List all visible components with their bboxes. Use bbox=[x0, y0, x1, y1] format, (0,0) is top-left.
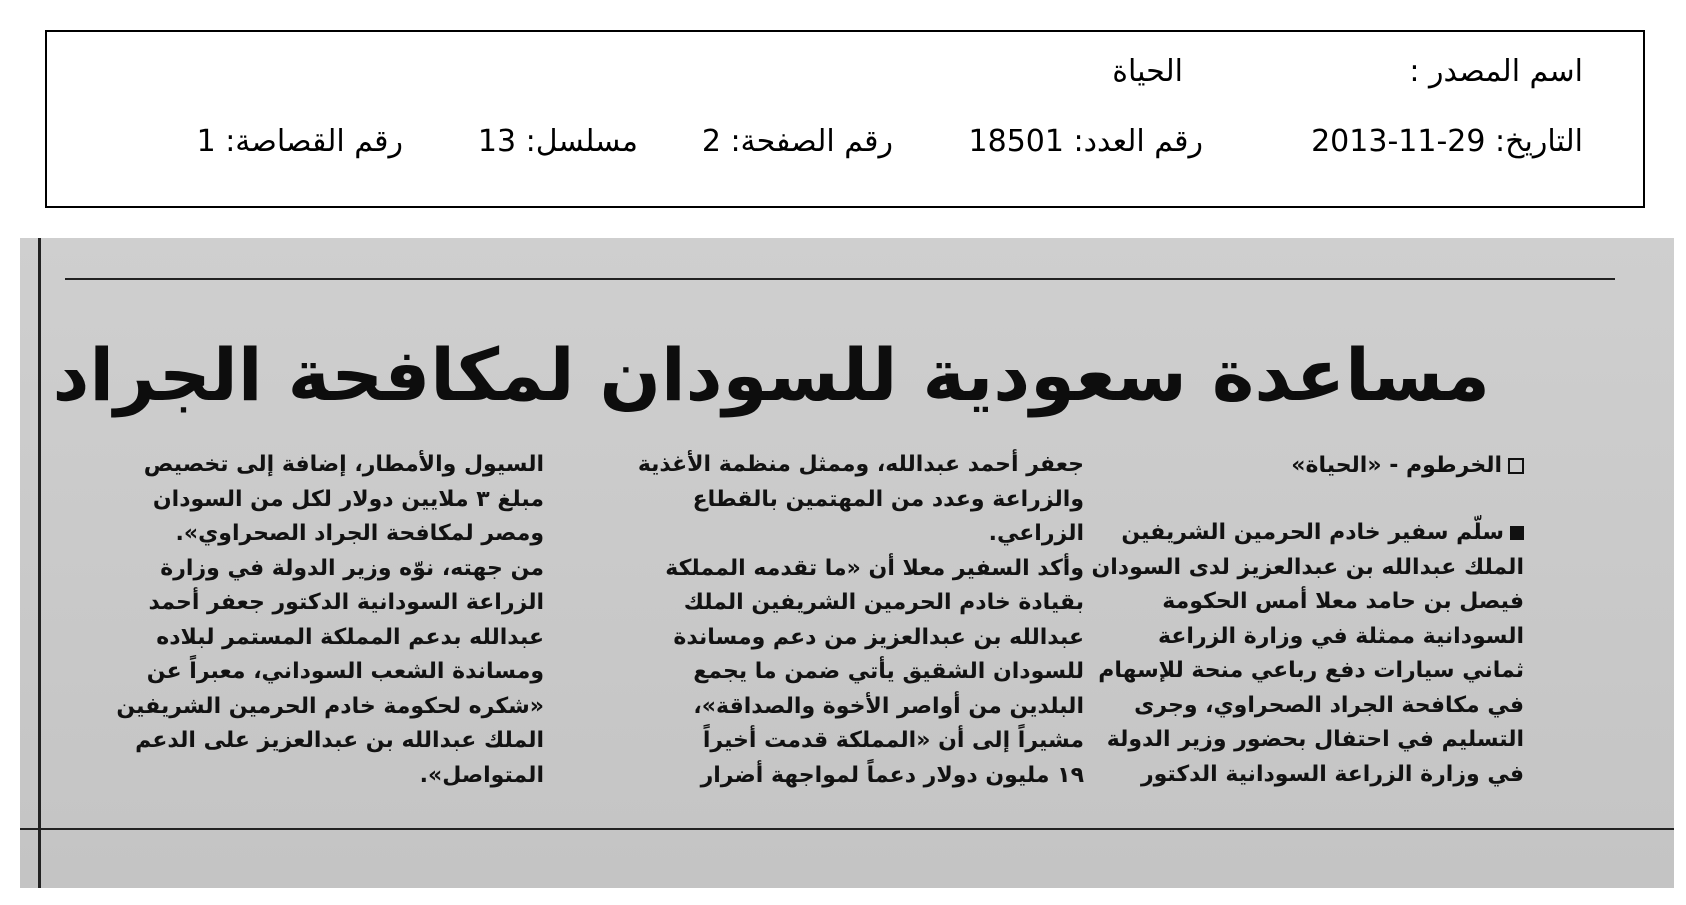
text-line: ١٩ مليون دولار دعماً لمواجهة أضرار bbox=[700, 762, 1084, 788]
source-value: الحياة bbox=[1112, 54, 1183, 89]
source-row bbox=[107, 54, 1583, 94]
source-label: اسم المصدر : bbox=[1409, 54, 1583, 89]
text-line: سلّم سفير خادم الحرمين الشريفين bbox=[1004, 516, 1524, 551]
text-line: في مكافحة الجراد الصحراوي، وجرى bbox=[1134, 692, 1524, 718]
text-line: ومصر لمكافحة الجراد الصحراوي». bbox=[175, 521, 544, 546]
text-line: بقيادة خادم الحرمين الشريفين الملك bbox=[683, 590, 1084, 615]
dateline-text: الخرطوم - «الحياة» bbox=[1291, 453, 1502, 478]
text-line: في وزارة الزراعة السودانية الدكتور bbox=[1140, 761, 1524, 787]
text-line: وأكد السفير معلا أن «ما تقدمه المملكة bbox=[665, 555, 1084, 581]
clipping-info-box bbox=[45, 30, 1645, 208]
date-field: التاريخ: 29-11-2013 bbox=[1311, 124, 1583, 159]
text-line: عبدالله بن عبدالعزيز من دعم ومساندة bbox=[673, 624, 1084, 650]
text-line: مشيراً إلى أن «المملكة قدمت أخيراً bbox=[702, 728, 1084, 753]
text-line: «شكره لحكومة خادم الحرمين الشريفين bbox=[116, 693, 544, 719]
page-number-field: رقم الصفحة: 2 bbox=[701, 124, 893, 159]
bottom-rule bbox=[20, 828, 1674, 830]
text-line: الملك عبدالله بن عبدالعزيز على الدعم bbox=[135, 728, 544, 753]
top-rule bbox=[65, 278, 1615, 280]
serial-field: مسلسل: 13 bbox=[477, 124, 638, 159]
column-rule bbox=[38, 238, 41, 888]
article-column-3 bbox=[54, 448, 544, 793]
text-line: عبدالله بدعم المملكة المستمر لبلاده bbox=[156, 624, 544, 650]
text-line: التسليم في احتفال بحضور وزير الدولة bbox=[1106, 727, 1524, 752]
article-column-2 bbox=[594, 448, 1084, 793]
text-line: السودانية ممثلة في وزارة الزراعة bbox=[1158, 623, 1524, 649]
text-line: ثماني سيارات دفع رباعي منحة للإسهام bbox=[1098, 658, 1524, 683]
text-line: مبلغ ٣ ملايين دولار لكل من السودان bbox=[152, 486, 544, 512]
text-line: الزراعة السودانية الدكتور جعفر أحمد bbox=[148, 590, 544, 615]
clip-number-field: رقم القصاصة: 1 bbox=[196, 124, 403, 159]
text-line: والزراعة وعدد من المهتمين بالقطاع bbox=[692, 486, 1084, 512]
paragraph-bullet-icon bbox=[1510, 526, 1524, 540]
text-line: للسودان الشقيق يأتي ضمن ما يجمع bbox=[693, 659, 1084, 684]
text-line: السيول والأمطار، إضافة إلى تخصيص bbox=[143, 452, 544, 477]
metadata-row bbox=[107, 124, 1583, 164]
text-line: المتواصل». bbox=[419, 762, 544, 788]
text-line: فيصل بن حامد معلا أمس الحكومة bbox=[1162, 589, 1524, 614]
article-dateline bbox=[1291, 453, 1524, 478]
text-line: البلدين من أواصر الأخوة والصداقة»، bbox=[693, 693, 1084, 719]
issue-number-field: رقم العدد: 18501 bbox=[968, 124, 1203, 159]
newspaper-clipping bbox=[20, 238, 1674, 888]
article-headline: مساعدة سعودية للسودان لمكافحة الجراد bbox=[52, 333, 1490, 417]
text-line: الزراعي. bbox=[988, 521, 1084, 546]
square-bullet-icon bbox=[1508, 458, 1524, 474]
text-line: الملك عبدالله بن عبدالعزيز لدى السودان bbox=[1091, 554, 1524, 580]
text-line: جعفر أحمد عبدالله، وممثل منظمة الأغذية bbox=[637, 452, 1084, 477]
text-line: ومساندة الشعب السوداني، معبراً عن bbox=[146, 659, 544, 684]
text-line: من جهته، نوّه وزير الدولة في وزارة bbox=[160, 555, 544, 581]
